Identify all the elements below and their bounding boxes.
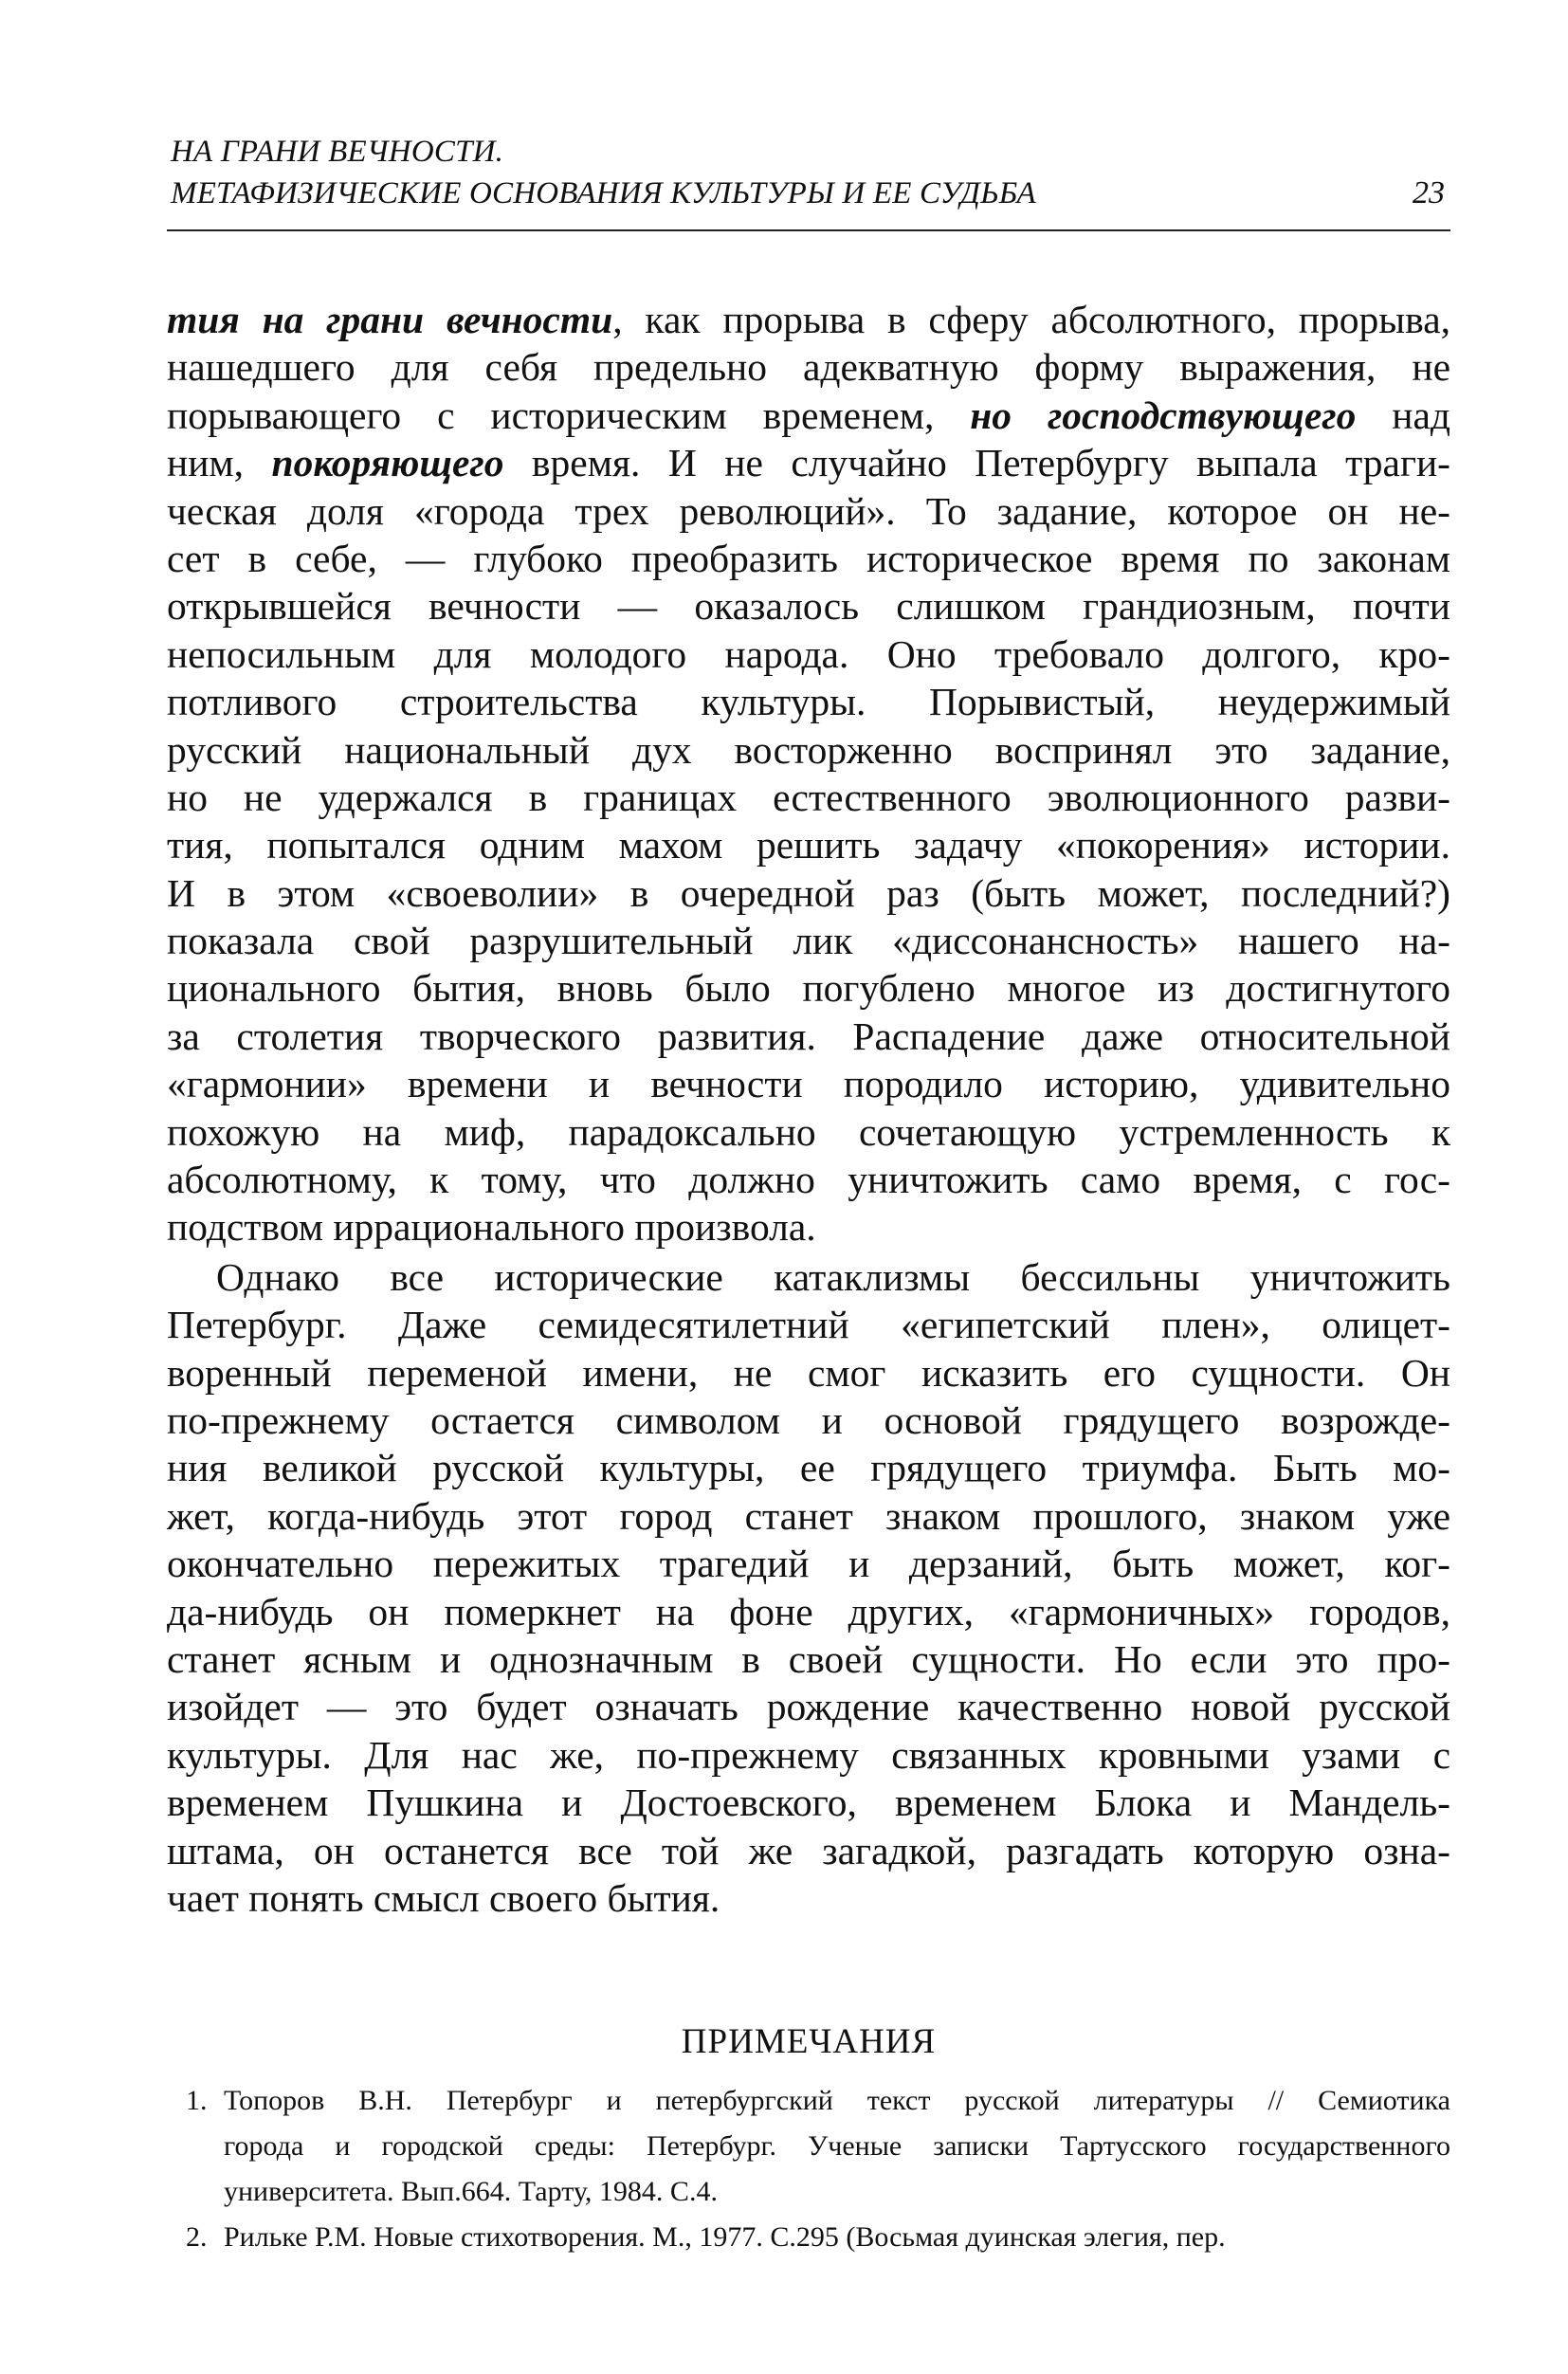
text-line: сет в себе, — глубоко преобразить историческое время по законам — [167, 536, 1450, 580]
text-line: ния великой русской культуры, ее грядущего триумфа. Быть мо- — [167, 1446, 1450, 1490]
text-line: да-нибудь он померкнет на фоне других, «гармоничных» городов, — [167, 1589, 1450, 1634]
text-line — [167, 296, 1450, 343]
text-line: ционального бытия, вновь было погублено многое из достигнутого — [167, 966, 1450, 1011]
text-line: жет, когда-нибудь этот город станет знаком прошлого, знаком уже — [167, 1493, 1450, 1538]
text-line: Петербург. Даже семидесятилетний «египетский плен», олицет- — [167, 1303, 1450, 1347]
text-span: порывающего с историческим временем, — [167, 393, 971, 437]
text-line: Однако все исторические катаклизмы бессильны уничтожить — [216, 1254, 1450, 1299]
text-line: тия, попытался одним махом решить задачу «покорения» истории. — [167, 823, 1450, 867]
emphasis-text: покоряющего — [271, 441, 504, 485]
notes-heading: ПРИМЕЧАНИЯ — [681, 2022, 937, 2061]
text-line: абсолютному, к тому, что должно уничтожить само время, с гос- — [167, 1158, 1450, 1202]
page-number: 23 — [1413, 175, 1445, 210]
note-line: города и городской среды: Петербург. Ученые записки Тартусского государственного — [224, 2130, 1450, 2162]
running-head — [167, 125, 1450, 231]
text-line: станет ясным и однозначным в своей сущности. Но если это про- — [167, 1636, 1450, 1681]
running-head-line-2: МЕТАФИЗИЧЕСКИЕ ОСНОВАНИЯ КУЛЬТУРЫ И ЕЕ СУДЬБА — [171, 176, 1036, 210]
text-line: за столетия творческого развития. Распадение даже относительной — [167, 1014, 1450, 1058]
emphasis-text: тия на грани вечности — [167, 298, 613, 341]
running-head-line-1: НА ГРАНИ ВЕЧНОСТИ. — [171, 135, 504, 169]
text-line: похожую на миф, парадоксально сочетающую устремленность к — [167, 1109, 1450, 1154]
text-span: , как прорыва в сферу абсолютного, прорыва, — [612, 298, 1450, 341]
text-line: подством иррационального произвола. — [167, 1205, 816, 1250]
text-span: над — [1356, 393, 1450, 437]
paragraph-1 — [167, 296, 1450, 1251]
text-span: ним, — [167, 441, 272, 485]
text-line: чает понять смысл своего бытия. — [167, 1875, 720, 1920]
text-line: воренный переменой имени, не смог исказить его сущности. Он — [167, 1350, 1450, 1395]
text-line: нашедшего для себя предельно адекватную форму выражения, не — [167, 345, 1450, 390]
note-line: Топоров В.Н. Петербург и петербургский текст русской литературы // Семиотика — [224, 2085, 1450, 2116]
note-line: университета. Вып.664. Тарту, 1984. С.4. — [224, 2176, 718, 2207]
text-line: русский национальный дух восторженно воспринял это задание, — [167, 727, 1450, 772]
note-number: 1. — [186, 2085, 208, 2116]
text-line: но не удержался в границах естественного эволюционного разви- — [167, 775, 1450, 819]
notes-list — [167, 2078, 1450, 2260]
text-line: показала свой разрушительный лик «диссонансность» нашего на- — [167, 919, 1450, 963]
text-line: штама, он останется все той же загадкой, разгадать которую озна- — [167, 1828, 1450, 1872]
paragraph-2 — [167, 1253, 1450, 1922]
body-text — [167, 296, 1450, 1922]
text-line: открывшейся вечности — оказалось слишком грандиозным, почти — [167, 584, 1450, 629]
note-number: 2. — [186, 2221, 208, 2253]
text-line — [167, 392, 1450, 439]
text-line — [167, 439, 1450, 486]
text-line: временем Пушкина и Достоевского, временем Блока и Мандель- — [167, 1780, 1450, 1825]
text-line: изойдет — это будет означать рождение качественно новой русской — [167, 1685, 1450, 1729]
text-line: ческая доля «города трех революций». То задание, которое он не- — [167, 488, 1450, 533]
emphasis-text: но господствующего — [970, 393, 1357, 437]
text-line: окончательно пережитых трагедий и дерзаний, быть может, ког- — [167, 1542, 1450, 1586]
note-item — [167, 2215, 1450, 2260]
note-item — [167, 2078, 1450, 2215]
note-line: Рильке Р.М. Новые стихотворения. М., 1977. С.295 (Восьмая дуинская элегия, пер. — [224, 2221, 1226, 2253]
text-span: время. И не случайно Петербургу выпала траги- — [503, 441, 1451, 485]
text-line: «гармонии» времени и вечности породило историю, удивительно — [167, 1062, 1450, 1106]
text-line: И в этом «своеволии» в очередной раз (быть может, последний?) — [167, 870, 1450, 915]
text-line: культуры. Для нас же, по-прежнему связанных кровными узами с — [167, 1732, 1450, 1777]
text-line: потливого строительства культуры. Порывистый, неудержимый — [167, 680, 1450, 724]
text-line: непосильным для молодого народа. Оно требовало долгого, кро- — [167, 631, 1450, 676]
text-line: по-прежнему остается символом и основой грядущего возрожде- — [167, 1397, 1450, 1442]
